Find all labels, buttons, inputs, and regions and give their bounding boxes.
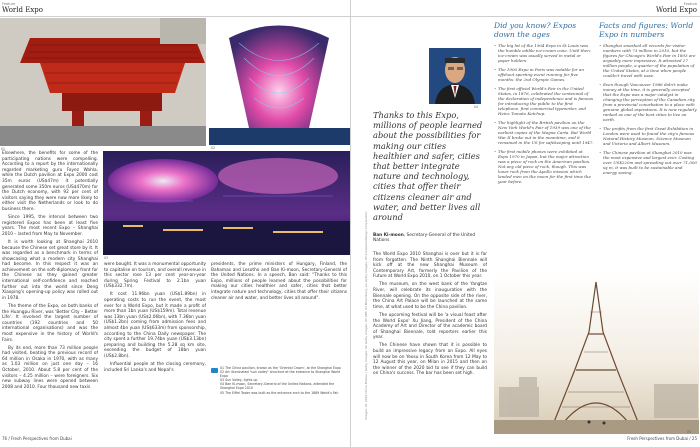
fact-item: • The big hit of the 1904 Expo in St Louis was the humble edible ice-cream cone. Until then, ice-cream was usually served in metal or paper holders. xyxy=(494,43,594,63)
paragraph: were bought. It was a monumental opportunity to capitalise on tourism, and overall revenue in this sector rose 13 per cent year-on-year during Spring Festival to 2.1bn yuan (US$332.7m). xyxy=(104,262,206,290)
attribution-role: , Secretary-General of the United Nations xyxy=(373,233,476,244)
pull-quote: Thanks to this Expo, millions of people learned about the possibilities for making our cities healthier and safer, cities that better integrate nature and technology, cities that offer their citizens cleaner air and water, and better lives all around xyxy=(373,110,483,223)
sun-valley-illustration xyxy=(209,18,350,145)
night-expo-photo xyxy=(103,151,350,255)
photo-number-01: 01 xyxy=(1,147,6,151)
china-pavilion-photo xyxy=(0,18,206,146)
did-you-know-heading: Did you know? Expos down the ages xyxy=(494,22,577,39)
paragraph: The World Expo 2010 Shanghai is over but it is far from forgotten. The Ninth Shanghai Biennale will kick off at the new Shanghai Museum of Contemporary Art, formerly the Pavilion of the Future at World Expo 2010, on 1 October this year. xyxy=(373,252,487,280)
sun-valley-photo xyxy=(209,18,350,145)
caption: 04 Ban Ki-moon, Secretary-General of the United Nations, attended the Shanghai Expo 2010 xyxy=(220,382,335,391)
left-column-2 xyxy=(104,262,206,376)
facts-figures-heading: Facts and figures: World Expo in numbers xyxy=(599,22,694,39)
paragraph: It cost 11.96bn yuan (US$1.89bn) in operating costs to run the event, the most ever for a World Expo, but it made a profit of more than 1bn yuan (US$159m). Total revenue was 13bn yuan (US$2.06bn), with 7.36bn yuan (US$1.2bn) coming from admission fees and almost 4bn yuan (US$633m) from sponsorship, according to the China Daily newspaper. The city spent a further 19.74bn yuan (US$3.13bn) preparing and building the 5.28 sq km site, exceeding the budget of 18bn yuan (US$2.8bn). xyxy=(104,292,206,359)
photo-number-05: 05 xyxy=(687,430,692,434)
section-label: Feature xyxy=(2,2,16,6)
caption-camera-icon xyxy=(211,368,218,373)
left-column-3 xyxy=(211,262,347,304)
eiffel-tower-photo xyxy=(494,272,699,434)
paragraph: Since 1995, the interval between two registered Expos has been at least five years. The most recent Expo – Shanghai 2010 – lasted from May to November. xyxy=(2,215,98,237)
section-label: Feature xyxy=(683,2,697,6)
fact-item: • Shanghai smashed all records for visitor numbers with 73 million in 2010, but the figures for Chicago's World's Fair in 1893 are arguably more impressive. It attracted 27 million people, a quarter of the population of the United States, at a time when people couldn't travel with ease. xyxy=(599,43,697,78)
paragraph: The theme of the Expo, on both banks of the Huangpu River, was 'Better City – Better Life'. It involved the largest number of countries (192 countries and 50 international organisations) and was the most expensive in the history of World's Fairs. xyxy=(2,303,98,343)
fact-item: • The Chinese pavilion at Shanghai 2010 was the most expensive and largest ever. Costing over US$220m and spreading out over 71,000 sq m, it was built to be sustainable and energy saving. xyxy=(599,150,697,175)
fact-item: • Even though Vancouver 1986 didn't make money at the time, it is generally accepted that the Expo was a major catalyst in changing the perception of the Canadian city from a provincial conurbation to a place with genuine global aspirations. It is now regularly ranked as one of the best cities to live on earth. xyxy=(599,82,697,122)
header-rule xyxy=(0,16,350,17)
paragraph: It is worth looking at Shanghai 2010 because the Chinese set great store by it. It was regarded as a benchmark in terms of showcasing what a modern city Shanghai had become. In this respect it was an achievement on the soft-diplomacy front for the Chinese as they gained greater international self-confidence and reached further out into the world since Deng Xiaoping's opening-up policy was rolled out in 1978. xyxy=(2,239,98,301)
paragraph: Influential people at the closing ceremony, included Sri Lanka's and Nepal's xyxy=(104,362,206,373)
right-page xyxy=(350,0,700,447)
caption: 01 The China pavilion, known as the 'Oriental Crown', at the Shanghai Expo xyxy=(220,366,341,370)
night-expo-illustration xyxy=(103,151,350,255)
right-page-footer: Fresh Perspectives from Dubai / 25 xyxy=(627,436,697,441)
paragraph: By its end, more than 73 million people had visited, beating the previous record of 64 million in Osaka in 1970, with as many as 1.03 million on just one day – 16 October, 2010. About 5.8 per cent of the visitors – 4.25 million – were foreigners. Six new subway lines were opened between 2008 and 2010. Four thousand new taxis xyxy=(2,345,98,390)
left-column-1 xyxy=(2,151,98,393)
right-body-column xyxy=(373,252,487,379)
quote-attribution xyxy=(373,233,483,244)
caption: 05 The Eiffel Tower was built as the entrance arch to the 1889 World's Fair xyxy=(220,390,339,395)
caption: 02 Art illuminated "sun valley" structure at the entrance to Shanghai World Expo xyxy=(220,370,341,379)
fact-item: • The highlight of the British pavilion on the New York World's Fair of 1939 was one of the earliest copies of the Magna Carta. But World War II broke out in the meantime, and it remained in the US for safekeeping until 1947. xyxy=(494,120,594,145)
eiffel-tower-illustration xyxy=(494,272,699,434)
fact-item: • The first mobile phones were exhibited at Expo 1970 in Japan, but the major attraction was a piece of rock on the American pavilion. Not any old piece of rock, though. This was lunar rock from the Apollo mission which landed men on the moon for the first time the year before. xyxy=(494,149,594,184)
fact-item: • The first official World's Fair in the United States, in 1876, celebrated the centennial of the declaration of independence and is famous for introducing the public to the first telephone, first commercial typewriter, and Heinz Tomato Ketchup. xyxy=(494,86,594,116)
ban-ki-moon-photo xyxy=(429,48,481,104)
paragraph: The upcoming festival will be 'a visual feast after the World Expo' Xu Jiang, President of the China Academy of Art and Director of the academic board of Shanghai Biennale, told reporters earlier this year. xyxy=(373,312,487,341)
photo-number-03: 03 xyxy=(104,256,109,260)
caption: 03 Sun Valley, lights up xyxy=(220,378,258,383)
fact-item: • The profits from the first Great Exhibition in London were used to found the city's famous Natural History Museum, Science Museum and Victoria and Albert Museum. xyxy=(599,126,697,146)
page-header-title: World Expo xyxy=(656,6,697,14)
left-page-footer: 76 / Fresh Perspectives from Dubai xyxy=(2,436,72,441)
attribution-name: Ban Ki-moon xyxy=(373,233,404,238)
photo-number-02: 02 xyxy=(211,146,216,150)
china-pavilion-illustration xyxy=(0,18,206,146)
paragraph: The museum, on the west bank of the Yangtze River, will celebrate its inauguration with the Biennale opening. On the opposite side of the river, the China Art Palace will be launched at the same time, at what used to be the China pavilion. xyxy=(373,282,487,310)
header-rule xyxy=(351,16,700,17)
photo-captions xyxy=(220,366,348,395)
photo-number-04: 04 xyxy=(474,105,479,109)
paragraph: presidents, the prime ministers of Hungary, Finland, the Bahamas and Lesotho and Ban Ki-moon, Secretary-General of the United Nations. In a speech, Ban said: "Thanks to this Expo, millions of people learned about the possibilities for making our cities healthier and safer, cities that better integrate nature and technology, cities that offer their citizens cleaner air and water, and better lives all around". xyxy=(211,262,347,301)
paragraph: Elsewhere, the benefits for some of the participating nations were compelling. According to a report by the internationally regarded marketing guru Fayez Wahla, while the Dutch pavilion at Expo 2000 cost 35m euros (US$47m) it potentially generated some 350m euros (US$470m) for the Dutch economy, with 92 per cent of visitors saying they were now more likely to either visit the Netherlands or look to do business there. xyxy=(2,151,98,212)
portrait-illustration xyxy=(429,48,481,104)
page-header-title: World Expo xyxy=(2,6,43,14)
fact-item: • The 1900 Expo in Paris was notable for an offshoot sporting event running for five months: the 2nd Olympic Games. xyxy=(494,67,594,82)
paragraph: The Chinese have shown that it is possible to build an impressive legacy from an Expo. All eyes will now be on Yeosu in South Korea from 12 May to 12 August this year, on Milan in 2015 and then on the winner of the 2020 bid to see if they can build on China's success. The bar has been set high. xyxy=(373,343,487,377)
image-credits: Images: 01 2010 China Photos / Getty Images; 02 Getty Images; 03 AFP; 04 Bloomberg via Getty Images; 05 Ironwood Design Corporation xyxy=(364,211,368,420)
